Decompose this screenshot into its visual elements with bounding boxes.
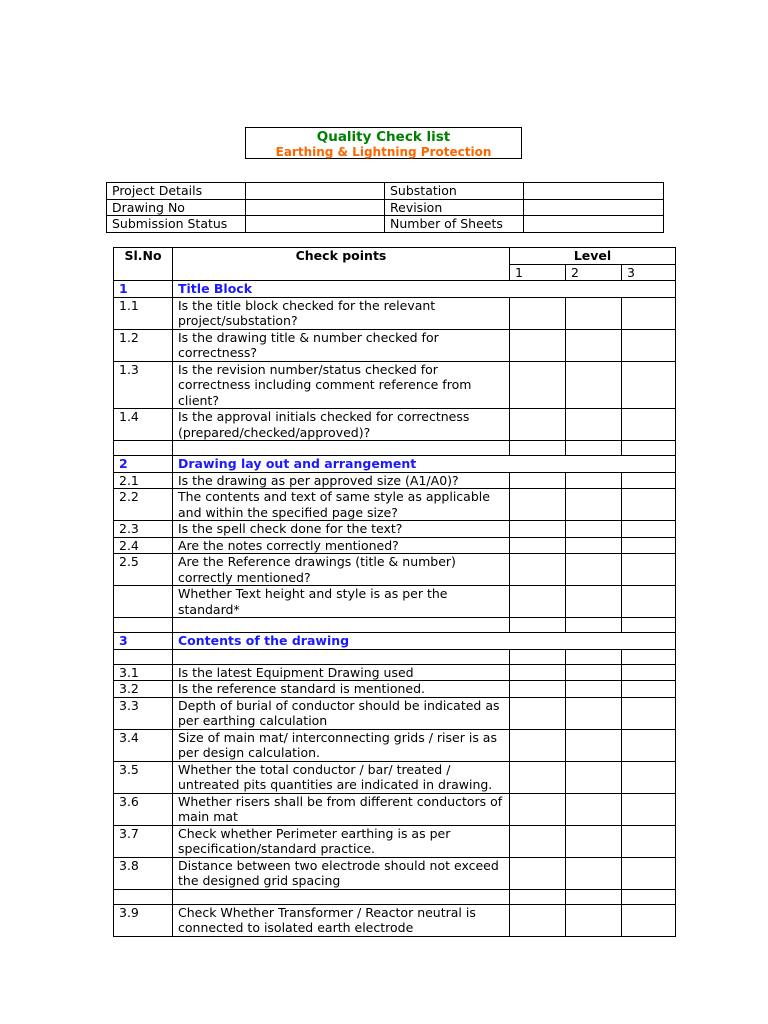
level-1-cell[interactable]: [510, 729, 566, 761]
checkpoint-text: The contents and text of same style as applicable and within the specified page size?: [173, 489, 510, 521]
blank-row: [114, 441, 676, 456]
level-2-cell[interactable]: [566, 649, 622, 664]
level-2-cell[interactable]: [566, 554, 622, 586]
blank-row: [114, 889, 676, 904]
checkpoint-text: Is the latest Equipment Drawing used: [173, 664, 510, 681]
level-3-cell[interactable]: [622, 761, 676, 793]
level-2-cell[interactable]: [566, 409, 622, 441]
row-number: 2.4: [114, 537, 173, 554]
level-1-cell[interactable]: [510, 586, 566, 618]
project-details-table: [106, 182, 664, 233]
header-level-1: 1: [510, 264, 566, 281]
checklist-row: [114, 489, 676, 521]
row-number: 3.4: [114, 729, 173, 761]
level-3-cell[interactable]: [622, 729, 676, 761]
checkpoint-text: Is the approval initials checked for correctness (prepared/checked/approved)?: [173, 409, 510, 441]
level-1-cell[interactable]: [510, 472, 566, 489]
checkpoint-text: Is the spell check done for the text?: [173, 521, 510, 538]
level-2-cell[interactable]: [566, 472, 622, 489]
checkpoint-text: Is the drawing as per approved size (A1/A0)?: [173, 472, 510, 489]
level-1-cell[interactable]: [510, 649, 566, 664]
level-1-cell[interactable]: [510, 761, 566, 793]
row-number: 2: [114, 456, 173, 473]
level-3-cell[interactable]: [622, 664, 676, 681]
level-1-cell[interactable]: [510, 904, 566, 936]
checklist-row: [114, 793, 676, 825]
checklist-row: [114, 761, 676, 793]
row-number: 2.5: [114, 554, 173, 586]
level-2-cell[interactable]: [566, 489, 622, 521]
row-number: [114, 586, 173, 618]
checklist-row: [114, 361, 676, 409]
level-1-cell[interactable]: [510, 664, 566, 681]
row-number: 3: [114, 633, 173, 650]
level-2-cell[interactable]: [566, 889, 622, 904]
level-3-cell[interactable]: [622, 537, 676, 554]
header-row: [114, 248, 676, 265]
level-3-cell[interactable]: [622, 857, 676, 889]
details-value-field[interactable]: [246, 183, 385, 200]
row-number: 3.8: [114, 857, 173, 889]
level-1-cell[interactable]: [510, 537, 566, 554]
level-3-cell[interactable]: [622, 697, 676, 729]
row-number: 3.7: [114, 825, 173, 857]
checklist-row: [114, 409, 676, 441]
level-2-cell[interactable]: [566, 521, 622, 538]
level-3-cell[interactable]: [622, 472, 676, 489]
row-number: 2.1: [114, 472, 173, 489]
checklist-row: [114, 825, 676, 857]
level-3-cell[interactable]: [622, 681, 676, 698]
row-number: 1: [114, 281, 173, 298]
checkpoint-text: Are the Reference drawings (title & number) correctly mentioned?: [173, 554, 510, 586]
details-value-field[interactable]: [246, 199, 385, 216]
checkpoint-text: Whether the total conductor / bar/ treated / untreated pits quantities are indicated in drawing.: [173, 761, 510, 793]
row-number: [114, 649, 173, 664]
row-number: 1.2: [114, 329, 173, 361]
checkpoint-text: Whether risers shall be from different conductors of main mat: [173, 793, 510, 825]
level-3-cell[interactable]: [622, 409, 676, 441]
details-value-field[interactable]: [524, 183, 664, 200]
details-label: Substation: [385, 183, 524, 200]
level-1-cell[interactable]: [510, 329, 566, 361]
checklist-row: [114, 297, 676, 329]
details-label: Project Details: [107, 183, 246, 200]
level-1-cell[interactable]: [510, 793, 566, 825]
details-value-field[interactable]: [246, 216, 385, 233]
checklist-row: [114, 664, 676, 681]
section-title: Drawing lay out and arrangement: [173, 456, 676, 473]
row-number: 1.4: [114, 409, 173, 441]
checkpoint-text: [173, 889, 510, 904]
level-3-cell[interactable]: [622, 329, 676, 361]
checkpoint-text: Depth of burial of conductor should be indicated as per earthing calculation: [173, 697, 510, 729]
section-row: [114, 281, 676, 298]
checklist-row: [114, 729, 676, 761]
details-label: Drawing No: [107, 199, 246, 216]
checklist-row: [114, 681, 676, 698]
level-2-cell[interactable]: [566, 586, 622, 618]
level-1-cell[interactable]: [510, 857, 566, 889]
document-title: Quality Check list: [316, 129, 451, 145]
section-row: [114, 633, 676, 650]
checkpoint-text: Whether Text height and style is as per the standard*: [173, 586, 510, 618]
level-2-cell[interactable]: [566, 329, 622, 361]
level-1-cell[interactable]: [510, 521, 566, 538]
details-label: Revision: [385, 199, 524, 216]
checkpoint-text: [173, 649, 510, 664]
checklist-row: [114, 904, 676, 936]
section-row: [114, 456, 676, 473]
level-2-cell[interactable]: [566, 793, 622, 825]
level-1-cell[interactable]: [510, 697, 566, 729]
level-2-cell[interactable]: [566, 825, 622, 857]
checkpoint-text: Distance between two electrode should not exceed the designed grid spacing: [173, 857, 510, 889]
level-1-cell[interactable]: [510, 297, 566, 329]
level-2-cell[interactable]: [566, 857, 622, 889]
level-1-cell[interactable]: [510, 554, 566, 586]
row-number: 3.2: [114, 681, 173, 698]
checklist-row: [114, 521, 676, 538]
level-2-cell[interactable]: [566, 441, 622, 456]
level-3-cell[interactable]: [622, 649, 676, 664]
level-2-cell[interactable]: [566, 697, 622, 729]
checklist-row: [114, 697, 676, 729]
checklist-table: [113, 247, 676, 937]
details-row: [107, 183, 664, 200]
checkpoint-text: Is the revision number/status checked for correctness including comment reference from client?: [173, 361, 510, 409]
level-3-cell[interactable]: [622, 904, 676, 936]
level-2-cell[interactable]: [566, 664, 622, 681]
level-1-cell[interactable]: [510, 889, 566, 904]
document-subtitle: Earthing & Lightning Protection: [275, 145, 492, 159]
checkpoint-text: Check whether Perimeter earthing is as per specification/standard practice.: [173, 825, 510, 857]
level-2-cell[interactable]: [566, 361, 622, 409]
title-box: [245, 127, 522, 159]
checkpoint-text: Is the drawing title & number checked for correctness?: [173, 329, 510, 361]
header-level: Level: [510, 248, 676, 265]
row-number: 1.1: [114, 297, 173, 329]
checkpoint-text: [173, 441, 510, 456]
checkpoint-text: Are the notes correctly mentioned?: [173, 537, 510, 554]
level-1-cell[interactable]: [510, 489, 566, 521]
checkpoint-text: Size of main mat/ interconnecting grids / riser is as per design calculation.: [173, 729, 510, 761]
row-number: [114, 889, 173, 904]
level-1-cell[interactable]: [510, 681, 566, 698]
level-1-cell[interactable]: [510, 441, 566, 456]
level-3-cell[interactable]: [622, 889, 676, 904]
checklist-row: [114, 329, 676, 361]
checkpoint-text: Is the reference standard is mentioned.: [173, 681, 510, 698]
level-2-cell[interactable]: [566, 904, 622, 936]
row-number: 3.6: [114, 793, 173, 825]
row-number: 3.5: [114, 761, 173, 793]
header-level-2: 2: [566, 264, 622, 281]
header-level-3: 3: [622, 264, 676, 281]
row-number: 2.2: [114, 489, 173, 521]
row-number: 3.9: [114, 904, 173, 936]
row-number: [114, 441, 173, 456]
row-number: 1.3: [114, 361, 173, 409]
details-label: Number of Sheets: [385, 216, 524, 233]
level-2-cell[interactable]: [566, 729, 622, 761]
level-1-cell[interactable]: [510, 361, 566, 409]
level-1-cell[interactable]: [510, 825, 566, 857]
level-2-cell[interactable]: [566, 761, 622, 793]
level-3-cell[interactable]: [622, 521, 676, 538]
level-1-cell[interactable]: [510, 409, 566, 441]
header-slno: Sl.No: [114, 248, 173, 281]
level-3-cell[interactable]: [622, 489, 676, 521]
level-3-cell[interactable]: [622, 554, 676, 586]
checklist-row: [114, 857, 676, 889]
section-title: Contents of the drawing: [173, 633, 676, 650]
level-1-cell[interactable]: [510, 618, 566, 633]
level-3-cell[interactable]: [622, 793, 676, 825]
level-3-cell[interactable]: [622, 618, 676, 633]
row-number: [114, 618, 173, 633]
checklist-row: [114, 586, 676, 618]
row-number: 3.3: [114, 697, 173, 729]
details-row: [107, 216, 664, 233]
checkpoint-text: [173, 618, 510, 633]
details-row: [107, 199, 664, 216]
section-title: Title Block: [173, 281, 676, 298]
details-value-field[interactable]: [524, 216, 664, 233]
level-3-cell[interactable]: [622, 586, 676, 618]
header-checkpoints: Check points: [173, 248, 510, 281]
checkpoint-text: Check Whether Transformer / Reactor neutral is connected to isolated earth electrode: [173, 904, 510, 936]
level-3-cell[interactable]: [622, 441, 676, 456]
row-number: 3.1: [114, 664, 173, 681]
row-number: 2.3: [114, 521, 173, 538]
details-value-field[interactable]: [524, 199, 664, 216]
level-2-cell[interactable]: [566, 618, 622, 633]
checkpoint-text: Is the title block checked for the relevant project/substation?: [173, 297, 510, 329]
blank-row: [114, 649, 676, 664]
blank-row: [114, 618, 676, 633]
level-2-cell[interactable]: [566, 681, 622, 698]
checklist-row: [114, 472, 676, 489]
checklist-row: [114, 537, 676, 554]
checklist-row: [114, 554, 676, 586]
level-2-cell[interactable]: [566, 297, 622, 329]
level-3-cell[interactable]: [622, 361, 676, 409]
level-3-cell[interactable]: [622, 297, 676, 329]
details-label: Submission Status: [107, 216, 246, 233]
level-2-cell[interactable]: [566, 537, 622, 554]
level-3-cell[interactable]: [622, 825, 676, 857]
